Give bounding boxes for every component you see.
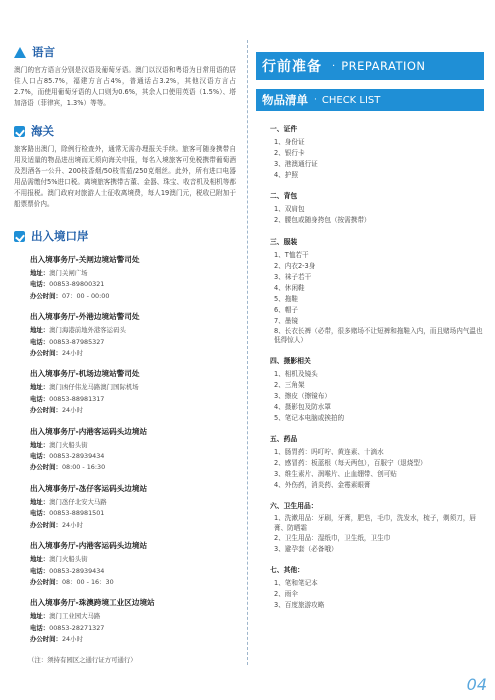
station-hours	[30, 291, 236, 302]
station-phone	[30, 508, 236, 519]
phone-value: 00853-28939434	[49, 566, 105, 575]
checklist-category: 五、药品	[270, 435, 298, 444]
ports-section	[14, 228, 236, 664]
sub-banner-en: CHECK LIST	[321, 94, 381, 106]
hours-value: 24小时	[61, 406, 83, 415]
checkmark-icon	[14, 231, 25, 242]
checklist-item: 2、雨伞	[274, 590, 298, 599]
port-station	[30, 483, 236, 531]
address-label: 地址：	[30, 497, 50, 506]
station-address	[30, 497, 236, 508]
port-station	[30, 426, 236, 474]
right-column	[256, 52, 484, 620]
port-station	[30, 254, 236, 302]
station-phone	[30, 623, 236, 634]
station-name: 出入境事务厅-氹仔客运码头边境站	[30, 483, 148, 493]
banner-title-cn: 行前准备	[262, 59, 322, 75]
checklist-group	[270, 433, 484, 491]
checklist-group	[270, 564, 484, 611]
left-column	[14, 44, 236, 664]
phone-value: 00853-87985327	[49, 337, 105, 346]
checklist-item: 1、双肩包	[274, 205, 305, 214]
checklist-item: 2、三角架	[274, 380, 305, 389]
checklist-item: 1、T恤若干	[274, 250, 309, 259]
station-phone	[30, 279, 236, 290]
port-station	[30, 540, 236, 588]
address-label: 地址：	[30, 269, 50, 277]
sub-banner-dot: ·	[314, 95, 317, 105]
checklist-item: 4、休闲鞋	[274, 283, 305, 292]
hours-value: 08:00 - 16:30	[61, 463, 106, 472]
language-section	[14, 44, 236, 109]
ports-title: 出入境口岸	[31, 229, 89, 243]
checklist-item: 5、笔记本电脑或挨拍的	[274, 414, 345, 422]
checklist-banner	[256, 89, 484, 111]
station-phone	[30, 337, 236, 348]
column-divider	[247, 40, 248, 665]
checklist-item: 2、卫生用品：湿纸巾，卫生纸，卫生巾	[274, 533, 391, 542]
address-value: 澳门海港前地外港客运码头	[49, 326, 126, 335]
banner-dot: ·	[332, 60, 336, 72]
checklist-category: 七、其他：	[270, 566, 304, 575]
station-phone	[30, 451, 236, 462]
hours-label: 办公时间：	[30, 520, 62, 529]
station-address	[30, 268, 236, 279]
triangle-icon	[14, 47, 26, 58]
station-name: 出入境事务厅-珠澳跨境工业区边境站	[30, 598, 155, 608]
checkmark-icon	[14, 126, 25, 137]
station-hours	[30, 634, 236, 645]
station-hours	[30, 577, 236, 588]
hours-label: 办公时间：	[30, 291, 62, 300]
checklist-item: 3、维生素片、润喉片、止血绷带、创可贴	[274, 470, 397, 479]
checklist-item: 1、相机及镜头	[274, 369, 318, 378]
checklist-item: 3、百度旅游攻略	[274, 601, 325, 610]
address-label: 地址：	[30, 612, 50, 621]
sub-banner-cn: 物品清单	[262, 93, 308, 107]
station-phone	[30, 394, 236, 405]
page-number: 04	[466, 675, 487, 694]
phone-value: 00853-88981501	[49, 509, 105, 518]
banner-title-en: PREPARATION	[341, 59, 426, 73]
checklist-item: 8、长衣长裤（必带，很多赌场不让短裤和拖鞋入内，而且赌场内气温也低得惊人）	[274, 327, 483, 345]
checklist-category: 六、卫生用品：	[270, 502, 318, 511]
port-station	[30, 311, 236, 359]
checklist-item: 3、袜子若干	[274, 272, 312, 281]
address-label: 地址：	[30, 326, 50, 335]
phone-value: 00853-28271327	[49, 623, 105, 632]
checklist-category: 四、摄影相关	[270, 356, 311, 365]
phone-value: 00853-89800321	[49, 280, 105, 289]
checklist-item: 5、拖鞋	[274, 294, 298, 303]
checklist-item: 2、银行卡	[274, 149, 305, 158]
checklist-item: 1、肠胃药：吗叮咛、黄连素、十滴水	[274, 448, 384, 457]
language-title: 语言	[32, 45, 55, 59]
checklist-item: 1、洗漱用品：牙刷，牙膏，肥皂，毛巾，洗发水，梳子，剃须刀，唇膏、防晒霜	[274, 514, 477, 532]
address-value: 澳门氹仔北安大马路	[49, 497, 107, 506]
checklist-item: 4、护照	[274, 171, 298, 180]
hours-value: 08：00 - 16：30	[61, 577, 114, 586]
phone-label: 电话：	[30, 509, 50, 518]
hours-label: 办公时间：	[30, 406, 62, 415]
checklist-item: 3、避孕套（必备哦）	[274, 544, 338, 553]
checklist-group	[270, 355, 484, 424]
station-list	[14, 254, 236, 646]
port-station	[30, 368, 236, 416]
address-value: 澳门工业园大马路	[49, 612, 101, 621]
checklist-category: 二、背包	[270, 192, 298, 201]
phone-value: 00853-28939434	[49, 452, 105, 461]
checklist-item: 3、港澳通行证	[274, 160, 318, 169]
phone-label: 电话：	[30, 280, 50, 289]
address-label: 地址：	[30, 383, 50, 392]
address-value: 澳门关闸广场	[49, 269, 88, 277]
hours-label: 办公时间：	[30, 349, 62, 358]
checklist-category: 一、证件	[270, 125, 298, 133]
station-name: 出入境事务厅-机场边境站警司处	[30, 369, 140, 379]
customs-section	[14, 123, 236, 210]
hours-value: 24小时	[61, 520, 83, 529]
hours-value: 07：00 - 00:00	[61, 291, 110, 300]
station-name: 出入境事务厅-关闸边境站警司处	[30, 255, 140, 264]
station-hours	[30, 405, 236, 416]
checklist-item: 2、感冒药：板蓝根（每天两包），百服宁（退烧型）	[274, 459, 427, 468]
station-address	[30, 554, 236, 565]
phone-label: 电话：	[30, 337, 50, 346]
hours-value: 24小时	[61, 635, 83, 644]
customs-title: 海关	[31, 124, 54, 138]
hours-label: 办公时间：	[30, 463, 62, 472]
checklist-category: 三、服装	[270, 237, 298, 246]
address-label: 地址：	[30, 440, 50, 449]
checklist-group	[270, 236, 484, 346]
station-name: 出入境事务厅-内港客运码头边境站	[30, 426, 148, 436]
address-value: 澳门火船头街	[49, 555, 88, 564]
checklist-item: 7、墨镜	[274, 317, 298, 326]
checklist-group	[270, 190, 484, 226]
station-name: 出入境事务厅-内港客运码头边境站	[30, 541, 148, 551]
station-address	[30, 325, 236, 336]
checklist-item: 4、外伤药，消炎药、金霉素眼膏	[274, 481, 371, 490]
station-address	[30, 611, 236, 622]
phone-label: 电话：	[30, 623, 50, 632]
ports-note: （注：须持有园区之通行证方可通行）	[28, 655, 137, 664]
port-station	[30, 597, 236, 645]
station-name: 出入境事务厅-外港边境站警司处	[30, 312, 140, 322]
checklist-item: 4、摄影包及防水罩	[274, 402, 331, 411]
station-hours	[30, 348, 236, 359]
station-address	[30, 382, 236, 393]
checklist-item: 2、内衣2-3身	[274, 261, 316, 270]
checklist-item: 6、帽子	[274, 306, 298, 315]
phone-value: 00853-88981317	[49, 394, 105, 403]
station-hours	[30, 520, 236, 531]
address-value: 澳门火船头街	[49, 440, 88, 449]
checklist-group	[270, 123, 484, 181]
customs-body: 旅客路出澳门，除例行检查外，通常无需办理报关手续。旅客可随身携带自用及适量的物品进出境而无须向海关申报，每名入境旅客可免税携带葡萄酒及烈酒各一公升、200枝香烟/50枝雪茄/250克烟丝。此外，所有进口电器用品需缴付5%进口税。离境旅客携带古董、金器、珠宝、收音机及相机等都不用报税。澳门政府对旅游人士征收离境费，每人19澳门元，税收已附加于船票票价内。	[14, 145, 236, 208]
checklist-item: 1、身份证	[274, 138, 305, 146]
checklist-item: 1、笔和笔记本	[274, 579, 318, 588]
hours-label: 办公时间：	[30, 635, 62, 644]
phone-label: 电话：	[30, 452, 50, 461]
hours-value: 24小时	[61, 349, 83, 358]
address-label: 地址：	[30, 555, 50, 564]
station-phone	[30, 566, 236, 577]
phone-label: 电话：	[30, 566, 50, 575]
station-hours	[30, 462, 236, 473]
language-body: 澳门的官方语言分别是汉语及葡萄牙语。澳门以汉语和粤语为日常用语的居住人口占85.7%，福建方言占4%，普通话占3.2%，其他汉语方言占2.7%，而使用葡萄牙语的人口则为0.6%，其余人口使用英语（1.5%）、塔加洛语（菲律宾，1.3%）等等。	[14, 66, 236, 107]
checklist-item: 2、腰包或随身挎包（按需携带）	[274, 216, 371, 225]
checklist	[256, 123, 484, 611]
preparation-banner	[256, 52, 484, 80]
station-address	[30, 440, 236, 451]
hours-label: 办公时间：	[30, 577, 62, 586]
checklist-item: 3、擦皮（擦镜布）	[274, 391, 331, 400]
phone-label: 电话：	[30, 394, 50, 403]
address-value: 澳门凼仔伟龙马路澳门国际机场	[49, 383, 139, 392]
checklist-group	[270, 500, 484, 555]
